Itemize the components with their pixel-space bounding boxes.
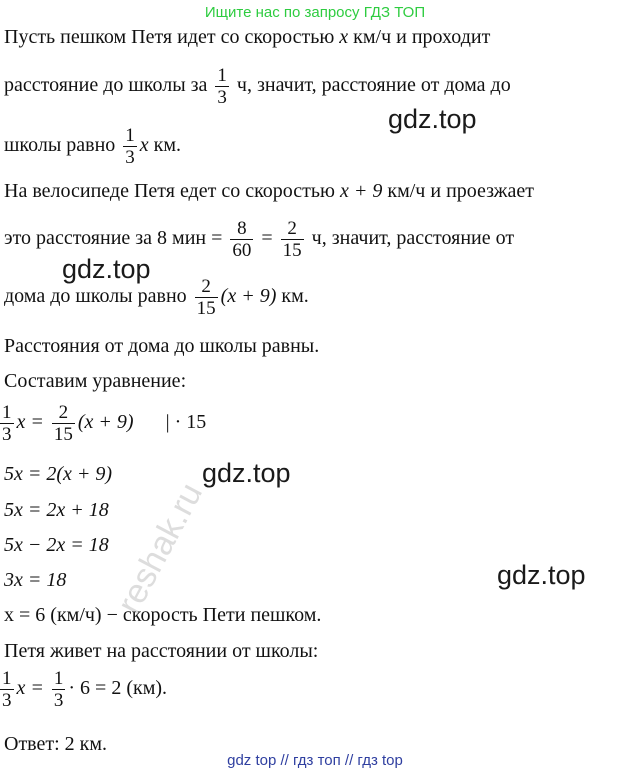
math-expression: x = (16, 677, 49, 700)
text-fragment: км. (148, 134, 182, 157)
search-hint-header: Ищите нас по запросу ГДЗ ТОП (204, 4, 426, 21)
equals-sign: = (256, 227, 278, 250)
footer-links: gdz top // гдз топ // гдз top (227, 752, 403, 769)
text-fragment: Пусть пешком Петя идет со скоростью (4, 26, 340, 48)
denominator: 3 (53, 690, 64, 711)
answer-line: Ответ: 2 км. (4, 733, 108, 755)
watermark-text: gdz.top (388, 104, 477, 134)
equation-6: x = 6 (км/ч) − скорость Пети пешком. (4, 604, 322, 626)
text-line-1 (4, 26, 490, 48)
numerator: 1 (2, 668, 12, 689)
text-fragment: это расстояние за 8 мин = (4, 227, 228, 250)
fraction-one-third (52, 668, 66, 711)
math-variable: x (339, 26, 349, 48)
fraction-two-fifteenths (281, 218, 304, 261)
math-expression: x + 9 (340, 180, 383, 202)
diagonal-watermark: reshak.ru (110, 476, 211, 620)
text-fragment: ч, значит, расстояние от (306, 227, 515, 250)
equation-1 (0, 402, 206, 445)
denominator: 60 (232, 240, 252, 261)
text-line-3 (4, 125, 181, 168)
text-fragment: км. (276, 285, 309, 308)
fraction-one-third (0, 402, 14, 445)
denominator: 3 (2, 424, 12, 445)
text-fragment: школы равно (4, 134, 121, 157)
numerator: 1 (53, 668, 64, 689)
equation-7 (0, 668, 167, 711)
fraction-one-third (123, 125, 137, 168)
equation-2: 5x = 2(x + 9) (4, 463, 113, 485)
text-fragment: км/ч и проходит (348, 26, 491, 48)
text-line-4 (4, 180, 534, 202)
text-line-6 (4, 276, 309, 319)
equation-4: 5x − 2x = 18 (4, 534, 109, 556)
numerator: 2 (52, 402, 75, 424)
denominator: 15 (53, 424, 73, 445)
numerator: 2 (281, 218, 304, 240)
denominator: 3 (217, 87, 227, 108)
text-fragment: расстояние до школы за (4, 74, 213, 97)
multiply-note: | · 15 (165, 411, 207, 434)
denominator: 3 (2, 690, 12, 711)
text-fragment: км/ч и проезжает (382, 180, 534, 202)
math-expression: x = (16, 411, 49, 434)
math-expression: · 6 = 2 (км). (68, 677, 168, 700)
denominator: 3 (125, 147, 135, 168)
numerator: 1 (125, 125, 135, 146)
watermark-text: gdz.top (497, 560, 586, 590)
numerator: 8 (230, 218, 253, 240)
numerator: 1 (217, 65, 227, 86)
math-expression: (x + 9) (220, 285, 277, 308)
denominator: 15 (196, 298, 216, 319)
text-line-9: Петя живет на расстоянии от школы: (4, 640, 319, 662)
denominator: 15 (282, 240, 302, 261)
equation-5: 3x = 18 (4, 569, 67, 591)
fraction-one-third (215, 65, 229, 108)
text-fragment: дома до школы равно (4, 285, 192, 308)
text-line-2 (4, 65, 511, 108)
numerator: 1 (2, 402, 12, 423)
watermark-text: gdz.top (62, 254, 151, 284)
equation-3: 5x = 2x + 18 (4, 499, 109, 521)
numerator: 2 (195, 276, 218, 298)
watermark-text: gdz.top (202, 458, 291, 488)
text-line-8: Составим уравнение: (4, 370, 187, 392)
fraction-two-fifteenths (195, 276, 218, 319)
text-fragment: ч, значит, расстояние от дома до (231, 74, 511, 97)
fraction-eight-sixtieths (230, 218, 253, 261)
text-fragment: На велосипеде Петя едет со скоростью (4, 180, 340, 202)
math-expression: (x + 9) (77, 411, 134, 434)
text-line-7: Расстояния от дома до школы равны. (4, 335, 320, 357)
fraction-one-third (0, 668, 14, 711)
math-variable: x (139, 134, 149, 157)
fraction-two-fifteenths (52, 402, 75, 445)
